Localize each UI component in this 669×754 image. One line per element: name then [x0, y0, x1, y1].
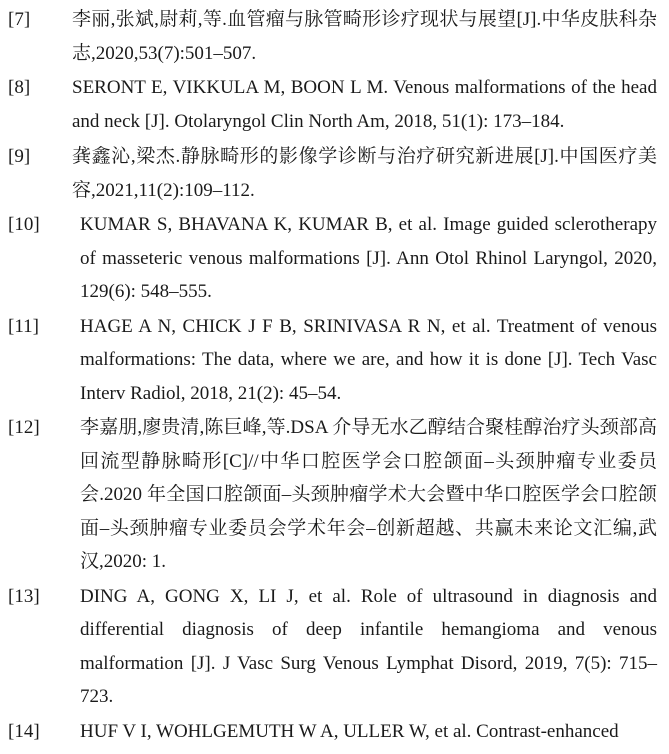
reference-text: SERONT E, VIKKULA M, BOON L M. Venous malformations of the head and neck [J]. Otolaryngol Clin North Am, 2018, 51(1): 173–184.	[72, 77, 657, 132]
reference-number: [13]	[8, 585, 40, 607]
reference-item	[0, 71, 669, 138]
reference-text: HAGE A N, CHICK J F B, SRINIVASA R N, et al. Treatment of venous malformations: The data, where we are, and how it is done [J]. Tech Vasc Interv Radiol, 2018, 21(2): 45–54.	[80, 315, 657, 404]
reference-number: [10]	[8, 214, 40, 235]
reference-text: 龚鑫沁,梁杰.静脉畸形的影像学诊断与治疗研究新进展[J].中国医疗美容,2021,11(2):109–112.	[72, 146, 657, 201]
reference-item	[0, 580, 669, 714]
reference-item	[0, 208, 669, 309]
reference-text: 李丽,张斌,尉莉,等.血管瘤与脉管畸形诊疗现状与展望[J].中华皮肤科杂志,2020,53(7):501–507.	[72, 9, 657, 64]
reference-item	[0, 140, 669, 207]
reference-text: KUMAR S, BHAVANA K, KUMAR B, et al. Image guided sclerotherapy of masseteric venous malformations [J]. Ann Otol Rhinol Laryngol, 2020, 129(6): 548–555.	[80, 214, 657, 302]
reference-number: [12]	[8, 417, 40, 438]
reference-item	[0, 3, 669, 70]
reference-number: [8]	[8, 77, 31, 98]
reference-number: [11]	[8, 315, 39, 337]
reference-number: [7]	[8, 9, 31, 30]
reference-text: HUF V I, WOHLGEMUTH W A, ULLER W, et al. Contrast-enhanced	[80, 720, 619, 742]
reference-number: [9]	[8, 146, 31, 167]
reference-number: [14]	[8, 720, 40, 742]
reference-item	[0, 411, 669, 579]
reference-item	[0, 310, 669, 411]
reference-text: 李嘉朋,廖贵清,陈巨峰,等.DSA 介导无水乙醇结合聚桂醇治疗头颈部高回流型静脉畸形[C]//中华口腔医学会口腔颌面–头颈肿瘤专业委员会.2020 年全国口腔颌面–头颈肿瘤学术大会暨中华口腔医学会口腔颌面–头颈肿瘤专业委员会学术年会–创新超越、共赢未来论文汇编,武汉,2020: 1.	[80, 417, 657, 572]
reference-item	[0, 715, 669, 749]
reference-text: DING A, GONG X, LI J, et al. Role of ultrasound in diagnosis and differential diagnosis of deep infantile hemangioma and venous malformation [J]. J Vasc Surg Venous Lymphat Disord, 2019, 7(5): 715–723.	[80, 585, 657, 707]
